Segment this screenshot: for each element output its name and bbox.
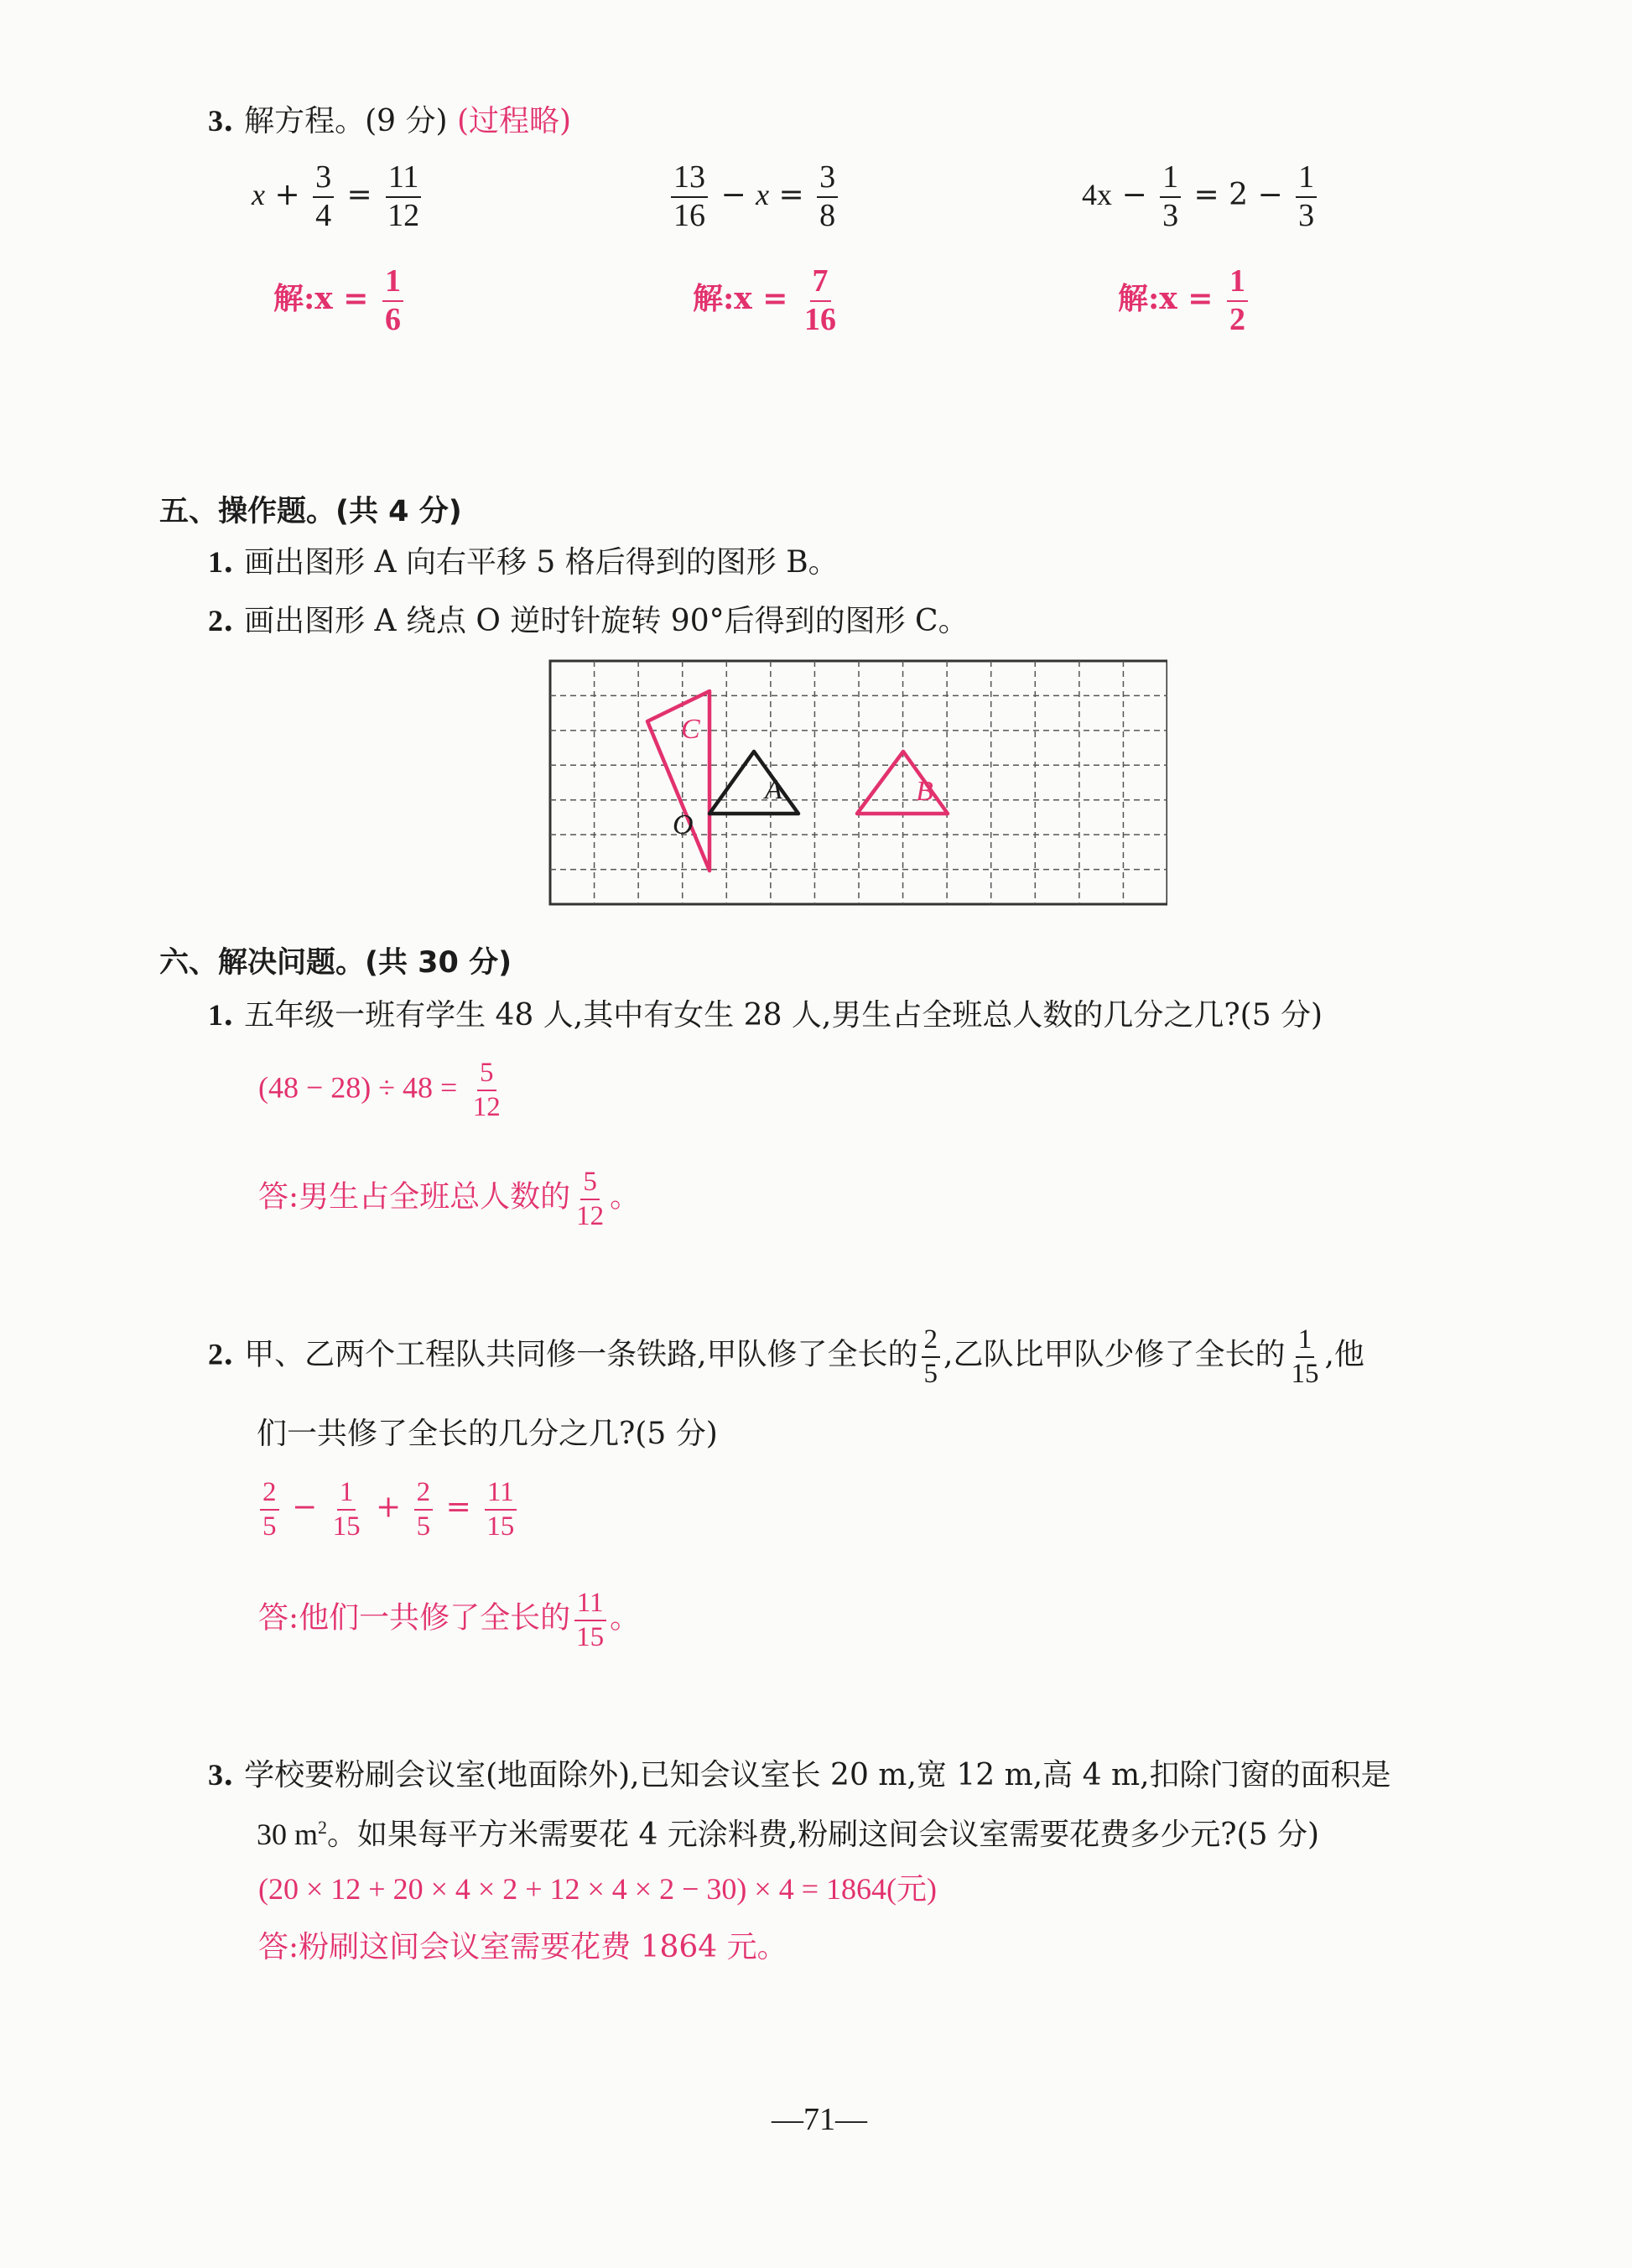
q3-number: 3 [208, 104, 223, 138]
fraction: $\frac{5}{12}$ [472, 1058, 501, 1122]
fraction: $\frac{1}{6}$ [382, 265, 403, 337]
figure-c-label: C [681, 714, 700, 745]
fraction: $\frac{1}{2}$ [1227, 265, 1248, 337]
grid-lines [550, 661, 1167, 904]
equation-2: $\frac{13}{16}$ − x = $\frac{3}{8}$ [668, 161, 841, 233]
fraction: $\frac{13}{16}$ [671, 161, 708, 233]
fraction: $\frac{1}{3}$ [1160, 161, 1181, 233]
fraction: $\frac{1}{15}$ [332, 1477, 361, 1542]
solution-1: 解:x = $\frac{1}{6}$ [273, 265, 407, 337]
q3-heading: 3. 解方程。(9 分) (过程略) [208, 103, 572, 138]
point-o-label: O [673, 809, 694, 840]
fraction: $\frac{1}{15}$ [1291, 1324, 1319, 1389]
equation-1: x + $\frac{3}{4}$ = $\frac{11}{12}$ [252, 161, 425, 233]
figure-a-triangle [709, 752, 798, 814]
fraction: $\frac{5}{12}$ [576, 1167, 605, 1231]
fraction: $\frac{11}{12}$ [385, 161, 422, 233]
fraction: $\frac{2}{5}$ [414, 1478, 434, 1541]
problem-2-question-line-2: 们一共修了全长的几分之几?(5 分) [257, 1417, 718, 1451]
solution-2: 解:x = $\frac{7}{16}$ [693, 265, 842, 337]
problem-3-question-line-2: 30 $m^2$。如果每平方米需要花 4 元涂料费,粉刷这间会议室需要花费多少元?(5 分) [257, 1817, 1319, 1852]
fraction: $\frac{3}{4}$ [313, 161, 334, 233]
solution-3: 解:x = $\frac{1}{2}$ [1118, 265, 1251, 337]
problem-3-answer: 答:粉刷这间会议室需要花费 1864 元。 [258, 1930, 787, 1964]
problem-2-work: $\frac{2}{5}$ − $\frac{1}{15}$ + $\frac{2}{5}$ = $\frac{11}{15}$ [257, 1478, 520, 1541]
problem-3-question-line-1: 3. 学校要粉刷会议室(地面除外),已知会议室长 20 m,宽 12 m,高 4 m,扣除门窗的面积是 [208, 1757, 1391, 1792]
section-5-item-1: 1. 画出图形 A 向右平移 5 格后得到的图形 B。 [208, 544, 839, 580]
problem-1-work: (48 − 28) ÷ 48 = $\frac{5}{12}$ [258, 1059, 507, 1121]
fraction: $\frac{2}{5}$ [260, 1478, 279, 1541]
fraction: $\frac{11}{15}$ [574, 1589, 606, 1652]
fraction: $\frac{2}{5}$ [922, 1325, 941, 1388]
section-5-item-2: 2. 画出图形 A 绕点 O 逆时针旋转 90°后得到的图形 C。 [208, 603, 969, 638]
problem-2-answer: 答:他们一共修了全长的 $\frac{11}{15}$ 。 [258, 1588, 641, 1652]
problem-1-question: 1. 五年级一班有学生 48 人,其中有女生 28 人,男生占全班总人数的几分之几?(5 分) [208, 997, 1323, 1033]
problem-3-work: (20 × 12 + 20 × 4 × 2 + 12 × 4 × 2 − 30) × 4 = 1864(元) [258, 1872, 937, 1906]
figure-b-label: B [916, 776, 933, 807]
figure-a-label: A [765, 774, 782, 805]
fraction: $\frac{3}{8}$ [817, 161, 838, 233]
q3-title: 解方程。(9 分) [244, 104, 448, 138]
fraction: $\frac{11}{15}$ [484, 1478, 517, 1541]
q3-note: (过程略) [456, 104, 572, 138]
problem-2-question-line-1: 2. 甲、乙两个工程队共同修一条铁路,甲队修了全长的 $\frac{2}{5}$ ,乙队比甲队少修了全长的 $\frac{1}{15}$ ,他 [208, 1324, 1364, 1389]
figure-c-triangle [647, 691, 709, 871]
problem-1-answer: 答:男生占全班总人数的 $\frac{5}{12}$ 。 [258, 1167, 641, 1231]
section-6-title: 六、解决问题。(共 30 分) [159, 946, 512, 980]
page-number: —71— [772, 2102, 867, 2137]
fraction: $\frac{7}{16}$ [804, 263, 836, 337]
drawing-grid [547, 658, 1167, 909]
equation-3: 4x − $\frac{1}{3}$ = 2 − $\frac{1}{3}$ [1082, 161, 1320, 233]
section-5-title: 五、操作题。(共 4 分) [159, 495, 462, 528]
fraction: $\frac{1}{3}$ [1296, 161, 1317, 233]
